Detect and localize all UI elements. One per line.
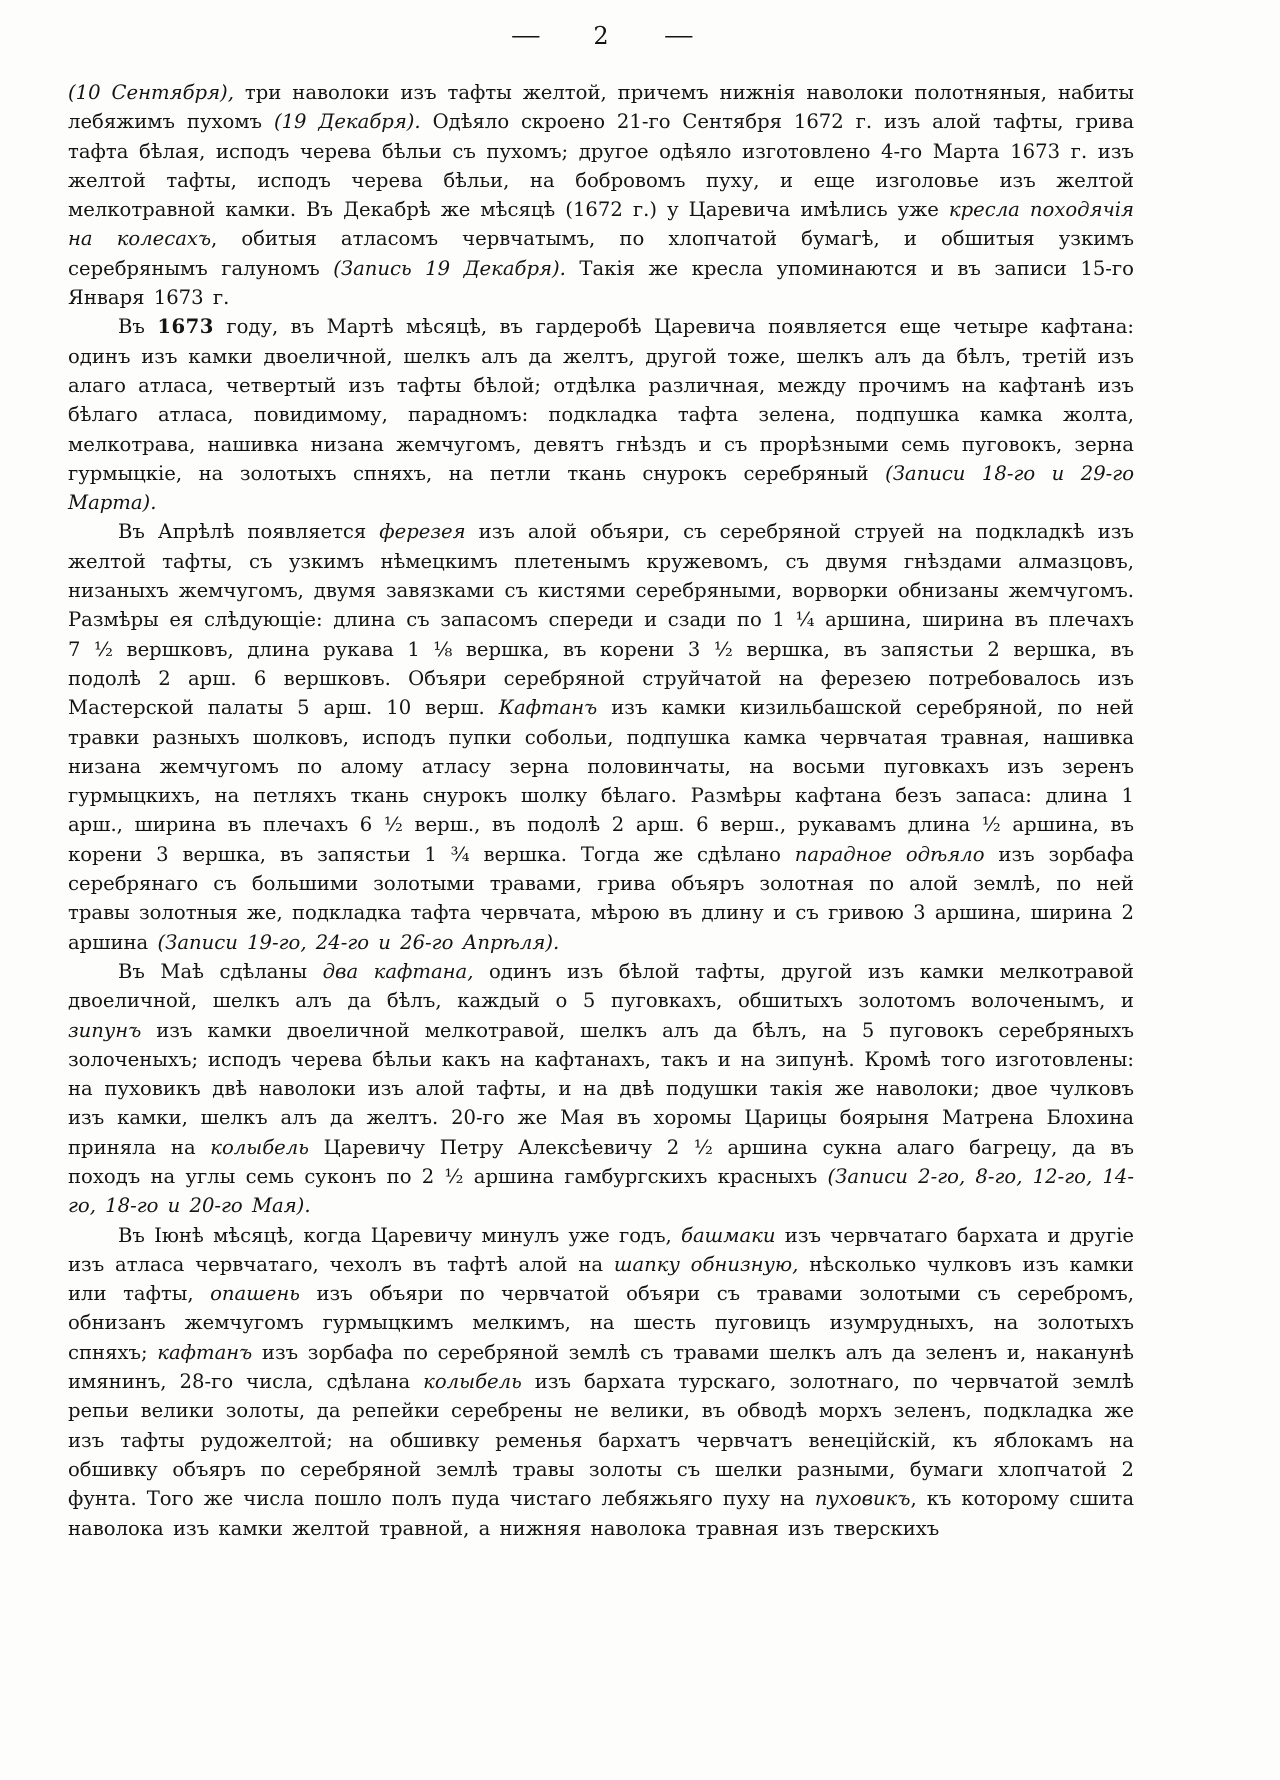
paragraph bbox=[68, 1221, 1134, 1543]
text-segment: кресла походячія на колесахъ bbox=[68, 198, 1135, 251]
text-segment: колыбель bbox=[210, 1135, 309, 1159]
text-segment: изъ бархата турскаго, золотнаго, по червчатой землѣ репьи велики золоты, да репейки серебрены не велики, въ обводѣ морхъ зеленъ, подкладка же изъ тафты рудожелтой; на обшивку ременья бархатъ червчатъ венеційскій, къ яблокамъ на обшивку объяръ по серебряной землѣ травы золоты съ шелки разными, бумаги хлопчатой 2 фунта. Того же числа пошло полъ пуда чистаго лебяжьяго пуху на bbox=[68, 1370, 1134, 1511]
paragraph bbox=[68, 312, 1134, 517]
page-number: 2 bbox=[593, 22, 609, 50]
text-segment: (19 Декабря). bbox=[273, 110, 421, 134]
paragraph bbox=[68, 78, 1134, 312]
text-segment: (Запись 19 Декабря). bbox=[333, 256, 566, 280]
text-segment: зипунъ bbox=[68, 1018, 142, 1042]
text-segment: (Записи 19-го, 24-го и 26-го Апрѣля). bbox=[157, 930, 560, 954]
text-segment: одинъ изъ бѣлой тафты, другой изъ камки мелкотравой двоеличной, шелкъ алъ да бѣлъ, каждый о 5 пуговкахъ, обшитыхъ золотомъ волоченымъ, и bbox=[68, 959, 1134, 1013]
text-segment: два кафтана, bbox=[322, 959, 474, 983]
header-dash-left: — bbox=[511, 23, 539, 49]
text-segment: колыбель bbox=[423, 1370, 522, 1394]
paragraph bbox=[68, 517, 1134, 956]
header-dash-right: — bbox=[663, 23, 691, 49]
text-segment: парадное одѣяло bbox=[794, 842, 985, 866]
text-block bbox=[68, 78, 1134, 1543]
text-segment: Въ Апрѣлѣ появляется bbox=[118, 520, 380, 544]
text-segment: (10 Сентября), bbox=[68, 81, 245, 104]
text-segment: (Записи 18-го и 29-го Марта). bbox=[68, 461, 1135, 515]
text-segment: изъ зорбафа серебрянаго съ большими золотыми травами, грива объяръ золотная по алой землѣ, по ней травы золотныя же, подкладка тафта червчата, мѣрою въ длину и съ гривою 3 аршина, ширина 2 аршина bbox=[68, 842, 1134, 954]
text-segment: нѣсколько чулковъ изъ камки или тафты, bbox=[68, 1252, 1134, 1306]
text-segment: (Записи 2-го, 8-го, 12-го, 14-го, 18-го и 20-го Мая). bbox=[68, 1164, 1135, 1218]
text-segment: пуховикъ bbox=[814, 1487, 911, 1511]
text-segment: Одѣяло скроено 21-го Сентября 1672 г. изъ алой тафты, грива тафта бѣлая, исподъ черева бѣльи съ пухомъ; другое одѣяло изготовлено 4-го Марта 1673 г. изъ желтой тафты, исподъ черева бѣльи, на бобровомъ пуху, и еще изголовье изъ желтой мелкотравной камки. Въ Декабрѣ же мѣсяцѣ (1672 г.) у Царевича имѣлись уже bbox=[68, 110, 1135, 222]
text-segment: ферезея bbox=[379, 520, 466, 544]
text-segment: , къ которому сшита наволока изъ камки желтой травной, а нижняя наволока травная изъ тверскихъ bbox=[68, 1487, 1135, 1540]
text-segment: три наволоки изъ тафты желтой, причемъ нижнія наволоки полотняныя, набиты лебяжимъ пухомъ bbox=[68, 81, 1134, 134]
text-segment: Въ bbox=[118, 315, 158, 339]
text-segment: кафтанъ bbox=[157, 1340, 253, 1364]
text-segment: Такія же кресла упоминаются и въ записи 15-го Января 1673 г. bbox=[68, 256, 1134, 310]
paragraph bbox=[68, 957, 1134, 1221]
text-segment: изъ камки двоеличной мелкотравой, шелкъ алъ да бѣлъ, на 5 пуговокъ серебряныхъ золоченыхъ; исподъ черева бѣльи какъ на кафтанахъ, такъ и на зипунѣ. Кромѣ того изготовлены: на пуховикъ двѣ наволоки изъ алой тафты, и на двѣ подушки такія же наволоки; двое чулковъ изъ камки, шелкъ алъ да желтъ. 20-го же Мая въ хоромы Царицы боярыня Матрена Блохина приняла на bbox=[68, 1018, 1134, 1159]
text-segment: опашень bbox=[210, 1282, 300, 1306]
text-segment: Въ Іюнѣ мѣсяцѣ, когда Царевичу минулъ уже годъ, bbox=[118, 1223, 682, 1247]
text-segment: изъ камки кизильбашской серебряной, по ней травки разныхъ шолковъ, исподъ пупки собольи, подпушка камка червчатая травная, нашивка низана жемчугомъ по алому атласу зерна половинчаты, на восьми пуговкахъ изъ зеренъ гурмыцкихъ, на петляхъ ткань снурокъ шолку бѣлаго. Размѣры кафтана безъ запаса: длина 1 арш., ширина въ плечахъ 6 ½ верш., въ подолѣ 2 арш. 6 верш., рукавамъ длина ½ аршина, въ корени 3 вершка, въ запястьи 1 ¾ вершка. Тогда же сдѣлано bbox=[68, 696, 1134, 866]
text-segment: изъ алой объяри, съ серебряной струей на подкладкѣ изъ желтой тафты, съ узкимъ нѣмецкимъ плетенымъ кружевомъ, съ двумя гнѣздами алмазцовъ, низаныхъ жемчугомъ, двумя завязками съ кистями серебряными, ворворки обнизаны жемчугомъ. Размѣры ея слѣдующіе: длина съ запасомъ спереди и сзади по 1 ¼ аршина, ширина въ плечахъ 7 ½ вершковъ, длина рукава 1 ⅛ вершка, въ корени 3 ½ вершка, въ запястьи 2 вершка, въ подолѣ 2 арш. 6 вершковъ. Объяри серебряной струйчатой на ферезею потребовалось изъ Мастерской палаты 5 арш. 10 верш. bbox=[68, 520, 1134, 720]
text-segment: изъ объяри по червчатой объяри съ травами золотыми съ серебромъ, обнизанъ жемчугомъ гурмыцкимъ мелкимъ, на шесть пуговицъ изумрудныхъ, на золотыхъ спняхъ; bbox=[68, 1282, 1134, 1364]
text-segment: году, въ Мартѣ мѣсяцѣ, въ гардеробѣ Царевича появляется еще четыре кафтана: одинъ изъ камки двоеличной, шелкъ алъ да желтъ, другой тоже, шелкъ алъ да бѣлъ, третій изъ алаго атласа, четвертый изъ тафты бѣлой; отдѣлка различная, между прочимъ на кафтанѣ изъ бѣлаго атласа, повидимому, парадномъ: подкладка тафта зелена, подпушка камка жолта, мелкотрава, нашивка низана жемчугомъ, девятъ гнѣздъ и съ прорѣзными семь пуговокъ, зерна гурмыцкіе, на золотыхъ спняхъ, на петли ткань снурокъ серебряный bbox=[68, 315, 1134, 485]
text-segment: 1673 bbox=[157, 315, 214, 339]
text-segment: Кафтанъ bbox=[498, 696, 598, 720]
text-segment: , обитыя атласомъ червчатымъ, по хлопчатой бумагѣ, и обшитыя узкимъ серебрянымъ галуномъ bbox=[68, 227, 1134, 280]
text-segment: башмаки bbox=[681, 1223, 776, 1247]
page-header bbox=[68, 22, 1134, 50]
text-segment: изъ зорбафа по серебряной землѣ съ травами шелкъ алъ да зеленъ и, наканунѣ имянинъ, 28-го числа, сдѣлана bbox=[68, 1340, 1134, 1394]
text-segment: Царевичу Петру Алексѣевичу 2 ½ аршина сукна алаго багрецу, да въ походъ на углы семь суконъ по 2 ½ аршина гамбургскихъ красныхъ bbox=[68, 1135, 1134, 1188]
text-segment: шапку обнизную, bbox=[613, 1252, 799, 1276]
text-segment: изъ червчатаго бархата и другіе изъ атласа червчатаго, чехолъ въ тафтѣ алой на bbox=[68, 1223, 1134, 1276]
text-segment: Въ Маѣ сдѣланы bbox=[118, 959, 323, 983]
